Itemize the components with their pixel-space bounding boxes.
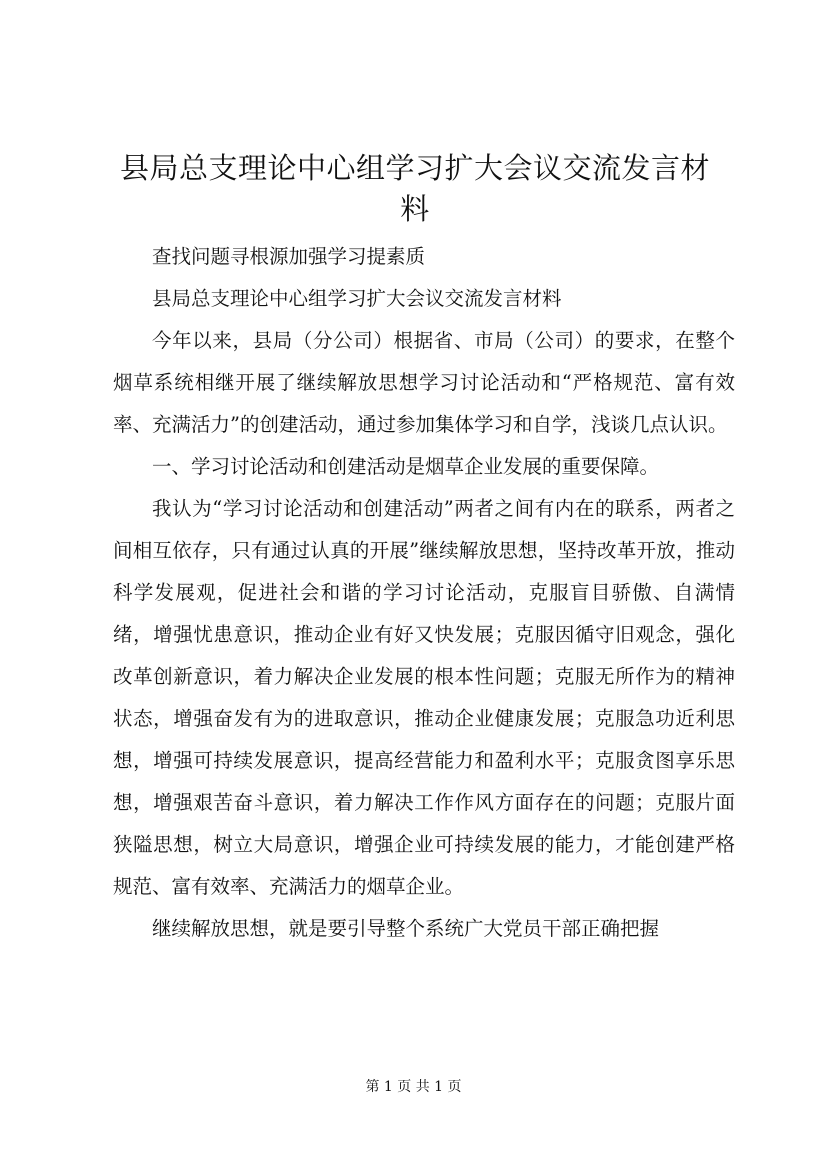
page-footer: 第 1 页 共 1 页 (365, 1079, 462, 1095)
subtitle-paragraph: 查找问题寻根源加强学习提素质 (152, 245, 426, 268)
section-heading: 一、学习讨论活动和创建活动是烟草企业发展的重要保障。 (152, 455, 660, 478)
document-title: 县局总支理论中心组学习扩大会议交流发言材料 (119, 151, 710, 226)
body-paragraph: 今年以来，县局（分公司）根据省、市局（公司）的要求，在整个烟草系统相继开展了继续解放思想学习讨论活动和“严格规范、富有效率、充满活力”的创建活动，通过参加集体学习和自学，浅谈几点认识。 (113, 329, 735, 436)
body-paragraph: 我认为“学习讨论活动和创建活动”两者之间有内在的联系，两者之间相互依存，只有通过认真的开展”继续解放思想，坚持改革开放，推动科学发展观，促进社会和谐的学习讨论活动，克服盲目骄傲、自满情绪，增强忧患意识，推动企业有好又快发展；克服因循守旧观念，强化改革创新意识，着力解决企业发展的根本性问题；克服无所作为的精神状态，增强奋发有为的进取意识，推动企业健康发展；克服急功近利思想，增强可持续发展意识，提高经营能力和盈利水平；克服贪图享乐思想，增强艰苦奋斗意识，着力解决工作作风方面存在的问题；克服片面狭隘思想，树立大局意识，增强企业可持续发展的能力，才能创建严格规范、富有效率、充满活力的烟草企业。 (113, 497, 735, 898)
body-paragraph: 继续解放思想，就是要引导整个系统广大党员干部正确把握 (152, 917, 660, 940)
heading-paragraph: 县局总支理论中心组学习扩大会议交流发言材料 (152, 287, 562, 310)
document-body (113, 236, 735, 950)
